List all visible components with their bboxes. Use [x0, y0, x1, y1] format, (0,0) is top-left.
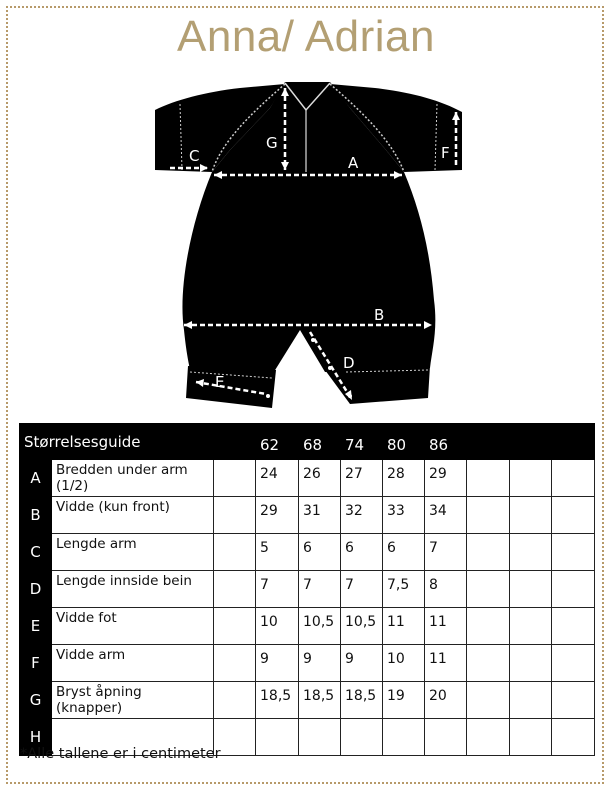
row-label: Lengde innside bein — [52, 571, 214, 608]
size-value: 27 — [341, 460, 383, 497]
size-value — [256, 719, 299, 756]
footnote: *Alle tallene er i centimeter — [20, 746, 221, 762]
size-value — [383, 719, 425, 756]
size-value: 18,5 — [341, 682, 383, 719]
empty-cell — [467, 460, 510, 497]
empty-cell — [552, 608, 595, 645]
table-row — [20, 608, 595, 645]
size-value: 8 — [425, 571, 467, 608]
label-f: F — [441, 144, 450, 162]
empty-cell — [552, 460, 595, 497]
row-letter: C — [20, 534, 52, 571]
table-row — [20, 460, 595, 497]
empty-cell — [510, 534, 552, 571]
page-title: Anna/ Adrian — [177, 12, 435, 61]
empty-cell — [510, 719, 552, 756]
size-value: 6 — [383, 534, 425, 571]
label-c: C — [189, 147, 200, 165]
size-value: 9 — [256, 645, 299, 682]
row-letter: B — [20, 497, 52, 534]
empty-cell — [510, 645, 552, 682]
row-letter: E — [20, 608, 52, 645]
size-value: 7 — [425, 534, 467, 571]
size-value — [425, 719, 467, 756]
empty-cell — [552, 682, 595, 719]
empty-cell — [552, 534, 595, 571]
size-value: 6 — [299, 534, 341, 571]
label-g: G — [266, 134, 278, 152]
size-value: 10,5 — [299, 608, 341, 645]
empty-cell — [467, 497, 510, 534]
size-value: 18,5 — [299, 682, 341, 719]
row-letter: D — [20, 571, 52, 608]
size-column-header: 74 — [341, 424, 383, 460]
size-value: 20 — [425, 682, 467, 719]
size-value: 9 — [341, 645, 383, 682]
size-value: 9 — [299, 645, 341, 682]
table-row — [20, 534, 595, 571]
right-leg-cuff — [325, 366, 430, 404]
size-value: 29 — [425, 460, 467, 497]
empty-cell — [214, 645, 256, 682]
empty-cell — [552, 497, 595, 534]
size-value: 26 — [299, 460, 341, 497]
size-value: 11 — [383, 608, 425, 645]
size-guide-table — [19, 423, 595, 756]
empty-cell — [214, 682, 256, 719]
table-header-row — [20, 424, 595, 460]
empty-cell — [214, 460, 256, 497]
size-value: 29 — [256, 497, 299, 534]
size-value: 11 — [425, 608, 467, 645]
empty-cell — [467, 682, 510, 719]
size-value: 33 — [383, 497, 425, 534]
row-label: Bryst åpning (knapper) — [52, 682, 214, 719]
table-row — [20, 645, 595, 682]
row-letter: G — [20, 682, 52, 719]
row-letter: F — [20, 645, 52, 682]
label-a: A — [348, 154, 359, 172]
row-letter: A — [20, 460, 52, 497]
size-guide-header: Størrelsesguide — [20, 424, 256, 460]
label-b: B — [374, 306, 385, 324]
size-value: 24 — [256, 460, 299, 497]
row-letter: H — [20, 719, 52, 756]
size-value: 10 — [256, 608, 299, 645]
table-row — [20, 497, 595, 534]
size-value: 28 — [383, 460, 425, 497]
table-row — [20, 571, 595, 608]
row-label: Vidde (kun front) — [52, 497, 214, 534]
size-value: 7 — [341, 571, 383, 608]
size-value: 6 — [341, 534, 383, 571]
table-row — [20, 682, 595, 719]
size-column-header: 68 — [299, 424, 341, 460]
empty-cell — [214, 497, 256, 534]
size-value: 7,5 — [383, 571, 425, 608]
empty-cell — [214, 608, 256, 645]
empty-cell — [510, 460, 552, 497]
size-value: 7 — [299, 571, 341, 608]
row-label: Vidde fot — [52, 608, 214, 645]
size-value: 10,5 — [341, 608, 383, 645]
size-value: 7 — [256, 571, 299, 608]
size-value: 10 — [383, 645, 425, 682]
empty-cell — [510, 571, 552, 608]
size-column-header: 62 — [256, 424, 299, 460]
empty-cell — [510, 682, 552, 719]
empty-cell — [467, 719, 510, 756]
row-label: Vidde arm — [52, 645, 214, 682]
size-value: 34 — [425, 497, 467, 534]
size-value: 11 — [425, 645, 467, 682]
size-column-header: 80 — [383, 424, 425, 460]
empty-cell — [467, 645, 510, 682]
empty-cell — [510, 497, 552, 534]
size-value: 5 — [256, 534, 299, 571]
label-e: E — [215, 373, 225, 391]
empty-cell — [467, 534, 510, 571]
empty-cell — [467, 571, 510, 608]
empty-cell — [552, 645, 595, 682]
size-value: 19 — [383, 682, 425, 719]
empty-cell — [552, 719, 595, 756]
size-value: 18,5 — [256, 682, 299, 719]
size-column-header: 86 — [425, 424, 467, 460]
row-label: Bredden under arm (1/2) — [52, 460, 214, 497]
empty-cell — [214, 571, 256, 608]
empty-cell — [467, 608, 510, 645]
empty-cell — [552, 571, 595, 608]
row-label: Lengde arm — [52, 534, 214, 571]
empty-cell — [510, 608, 552, 645]
size-value — [299, 719, 341, 756]
romper-body — [182, 172, 435, 375]
size-value: 32 — [341, 497, 383, 534]
empty-cell — [214, 534, 256, 571]
size-value — [341, 719, 383, 756]
label-d: D — [343, 354, 355, 372]
size-value: 31 — [299, 497, 341, 534]
